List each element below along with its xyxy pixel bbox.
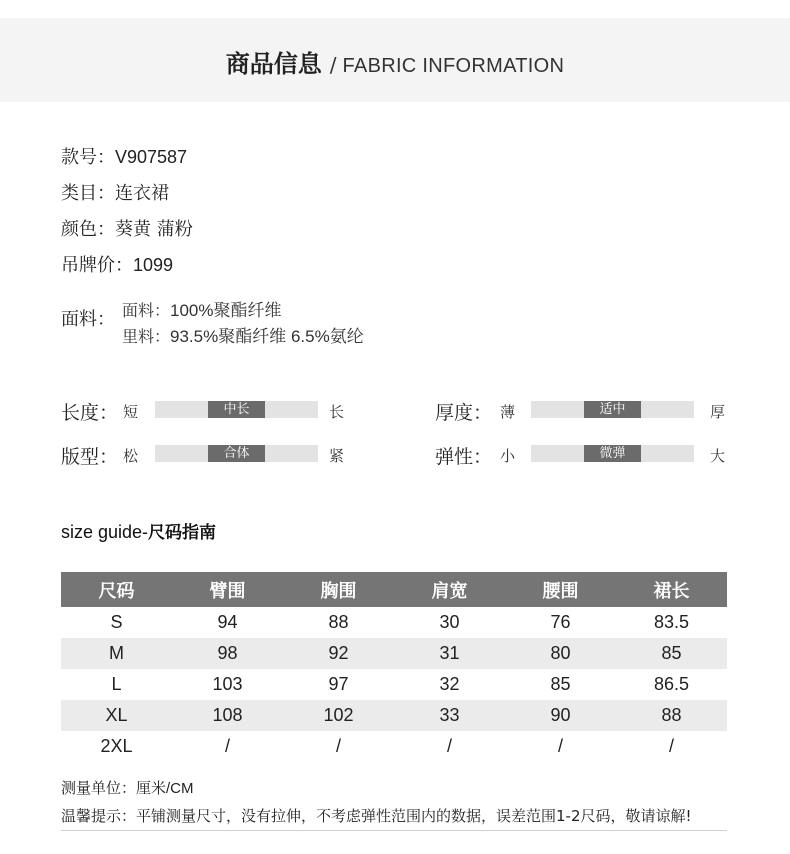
attr-thickness-selected: 适中 <box>584 401 641 418</box>
info-value: 1099 <box>133 255 174 275</box>
table-cell: 88 <box>328 612 349 632</box>
bottom-divider <box>61 830 727 831</box>
attr-fit-bar <box>155 445 318 462</box>
table-cell: 30 <box>439 612 460 632</box>
header-cell: 尺码 <box>61 572 172 607</box>
table-cell: 2XL <box>100 736 133 756</box>
size-table <box>61 572 727 762</box>
size-guide-title <box>61 518 216 543</box>
table-cell: 108 <box>172 700 283 731</box>
attr-length-min: 短 <box>123 403 139 421</box>
table-cell: 102 <box>283 700 394 731</box>
header-cell: 裙长 <box>616 572 727 607</box>
table-row <box>61 731 727 762</box>
attr-elasticity-label: 弹性： <box>435 446 493 468</box>
fabric-lining-value: 93.5%聚酯纤维 6.5%氨纶 <box>170 327 364 346</box>
page-title <box>0 44 790 79</box>
table-cell: S <box>110 612 123 632</box>
info-value: V907587 <box>115 147 188 167</box>
attr-elasticity-bar <box>531 445 694 462</box>
page-title-en: FABRIC INFORMATION <box>342 55 565 77</box>
note-tip <box>61 805 692 826</box>
table-cell: / <box>224 736 230 756</box>
table-cell: 94 <box>217 612 238 632</box>
attr-length-label: 长度： <box>61 402 119 424</box>
note-unit <box>61 777 194 798</box>
table-cell: L <box>111 674 122 694</box>
title-separator: / <box>329 53 337 77</box>
attr-length-bar <box>155 401 318 418</box>
note-unit-value: 厘米/CM <box>136 780 194 797</box>
table-row <box>61 638 727 669</box>
fabric-outer <box>122 296 282 321</box>
table-cell: / <box>557 736 563 756</box>
table-cell: XL <box>61 700 172 731</box>
header-cell: 胸围 <box>283 572 394 607</box>
size-table-header <box>61 572 727 607</box>
table-cell: 103 <box>212 674 243 694</box>
table-cell: 86.5 <box>653 674 690 694</box>
info-label: 款号： <box>61 147 115 168</box>
attr-fit-min: 松 <box>123 447 139 465</box>
attr-fit-label: 版型： <box>61 446 119 468</box>
table-row <box>61 607 727 638</box>
info-price <box>61 251 173 277</box>
attr-elasticity-min: 小 <box>500 447 516 465</box>
table-cell: 33 <box>394 700 505 731</box>
attr-fit-max: 紧 <box>329 447 345 465</box>
attr-thickness-min: 薄 <box>500 403 516 421</box>
fabric-lining <box>122 322 364 347</box>
table-row <box>61 700 727 731</box>
table-cell: 85 <box>550 674 571 694</box>
table-cell: M <box>61 638 172 669</box>
info-value: 葵黄 蒲粉 <box>115 219 193 240</box>
note-tip-label: 温馨提示： <box>61 807 137 825</box>
fabric-outer-value: 100%聚酯纤维 <box>170 301 282 320</box>
attr-elasticity-max: 大 <box>710 447 726 465</box>
table-cell: 92 <box>283 638 394 669</box>
table-cell: 88 <box>616 700 727 731</box>
table-cell: 31 <box>394 638 505 669</box>
attr-thickness-max: 厚 <box>710 403 726 421</box>
table-cell: / <box>446 736 452 756</box>
info-value: 连衣裙 <box>115 183 169 204</box>
fabric-label: 面料： <box>61 309 115 330</box>
table-cell: 76 <box>550 612 571 632</box>
fabric-outer-label: 面料： <box>122 301 171 320</box>
info-category <box>61 179 169 205</box>
info-label: 颜色： <box>61 219 115 240</box>
attr-fit-selected: 合体 <box>208 445 265 462</box>
page-title-cn: 商品信息 <box>225 50 322 78</box>
table-cell: 80 <box>505 638 616 669</box>
attr-length-selected: 中长 <box>208 401 265 418</box>
info-label: 类目： <box>61 183 115 204</box>
attr-thickness-bar <box>531 401 694 418</box>
table-cell: 83.5 <box>653 612 690 632</box>
header-cell: 臂围 <box>172 572 283 607</box>
fabric-lining-label: 里料： <box>122 327 171 346</box>
attr-elasticity-selected: 微弹 <box>584 445 641 462</box>
attr-length-max: 长 <box>329 403 345 421</box>
size-guide-title-en: size guide- <box>61 522 149 542</box>
info-style-no <box>61 143 187 169</box>
table-cell: 98 <box>172 638 283 669</box>
size-guide-title-cn: 尺码指南 <box>148 523 217 543</box>
table-cell: 97 <box>328 674 349 694</box>
table-cell: / <box>335 736 341 756</box>
attr-thickness-label: 厚度： <box>435 402 493 424</box>
table-cell: / <box>668 736 674 756</box>
table-row <box>61 669 727 700</box>
info-label: 吊牌价： <box>61 255 133 276</box>
table-cell: 32 <box>439 674 460 694</box>
note-unit-label: 测量单位： <box>61 779 137 797</box>
header-cell: 腰围 <box>505 572 616 607</box>
note-tip-value: 平铺测量尺寸，没有拉伸，不考虑弹性范围内的数据，误差范围1-2尺码，敬请谅解! <box>136 807 692 825</box>
table-cell: 90 <box>505 700 616 731</box>
table-cell: 85 <box>616 638 727 669</box>
header-cell: 肩宽 <box>394 572 505 607</box>
info-color <box>61 215 193 241</box>
